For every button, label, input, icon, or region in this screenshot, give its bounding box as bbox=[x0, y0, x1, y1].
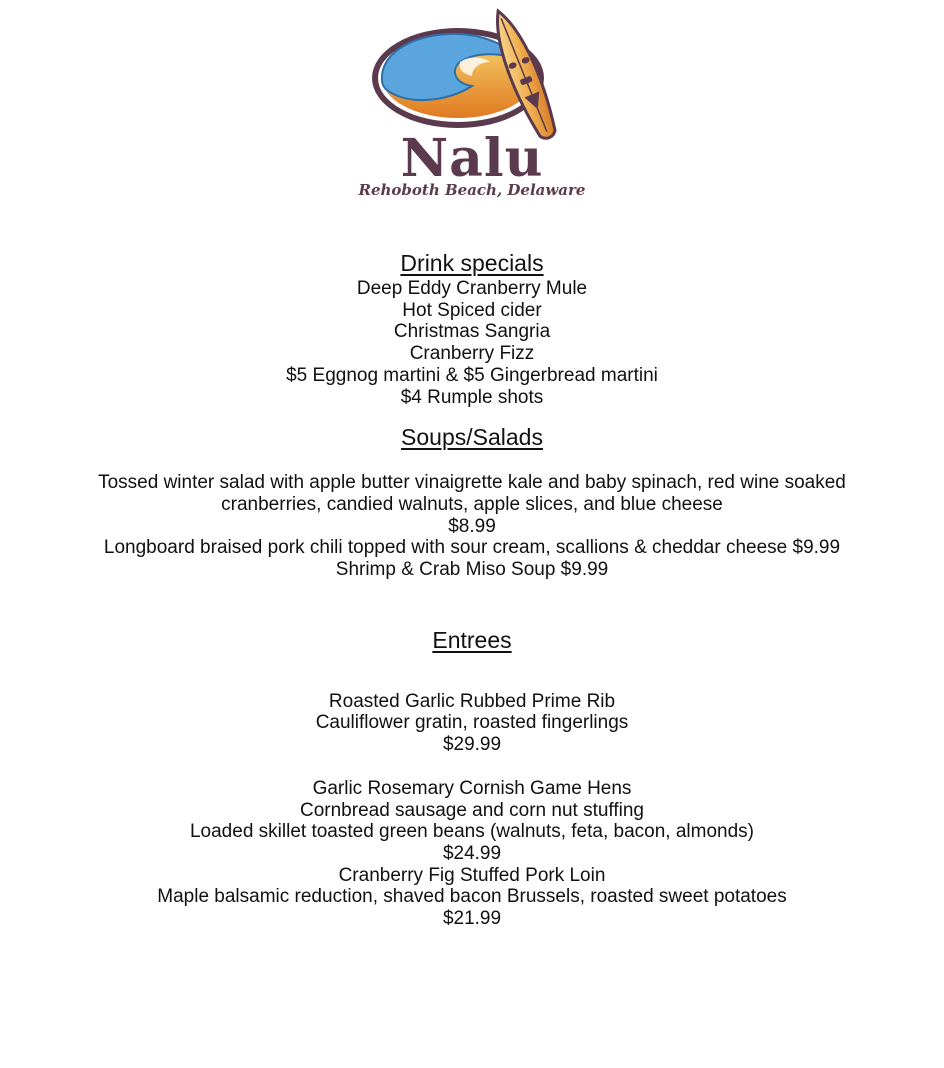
spacer bbox=[0, 408, 944, 422]
spacer bbox=[0, 452, 944, 472]
entree-item: Cornbread sausage and corn nut stuffing bbox=[300, 799, 644, 821]
soup-item: cranberries, candied walnuts, apple slices, and blue cheese bbox=[221, 493, 723, 515]
menu-content bbox=[0, 248, 944, 930]
drink-item: Hot Spiced cider bbox=[402, 299, 542, 321]
soup-item: Tossed winter salad with apple butter vinaigrette kale and baby spinach, red wine soaked bbox=[98, 472, 846, 494]
spacer bbox=[0, 756, 944, 778]
drink-item: Deep Eddy Cranberry Mule bbox=[356, 278, 588, 299]
entree-item: Cranberry Fig Stuffed Pork Loin bbox=[338, 864, 606, 886]
spacer bbox=[0, 581, 944, 625]
brand-location-wrap bbox=[0, 181, 944, 200]
entree-price: $24.99 bbox=[442, 842, 502, 864]
soups-heading: Soups/Salads bbox=[401, 424, 543, 451]
brand-location: Rehoboth Beach, Delaware bbox=[358, 181, 586, 199]
brand-name: Nalu bbox=[400, 128, 544, 189]
brand-title bbox=[0, 128, 944, 189]
entree-item: Garlic Rosemary Cornish Game Hens bbox=[312, 777, 632, 799]
entrees-heading: Entrees bbox=[432, 626, 512, 653]
soup-item: $8.99 bbox=[448, 515, 496, 537]
spacer bbox=[0, 655, 944, 691]
entree-item: Maple balsamic reduction, shaved bacon Brussels, roasted sweet potatoes bbox=[157, 886, 787, 908]
drink-item: $5 Eggnog martini & $5 Gingerbread martini bbox=[286, 364, 658, 386]
entree-price: $29.99 bbox=[442, 734, 502, 756]
drink-item: Christmas Sangria bbox=[393, 321, 551, 343]
soup-item: Shrimp & Crab Miso Soup $9.99 bbox=[335, 559, 609, 581]
entree-item: Roasted Garlic Rubbed Prime Rib bbox=[328, 690, 616, 712]
soup-item: Longboard braised pork chili topped with sour cream, scallions & cheddar cheese $9.99 bbox=[103, 537, 841, 559]
drinks-heading: Drink specials bbox=[400, 250, 544, 276]
entree-price: $21.99 bbox=[442, 908, 502, 930]
drink-item: $4 Rumple shots bbox=[400, 386, 544, 408]
entree-item: Loaded skillet toasted green beans (walnuts, feta, bacon, almonds) bbox=[189, 821, 755, 843]
entree-item: Cauliflower gratin, roasted fingerlings bbox=[315, 712, 629, 734]
drink-item: Cranberry Fizz bbox=[409, 343, 535, 365]
